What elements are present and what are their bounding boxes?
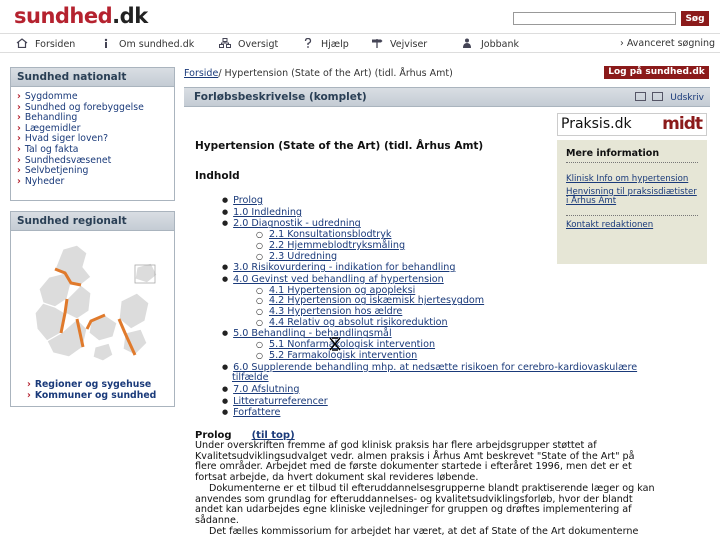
email-icon[interactable] — [635, 92, 646, 101]
nav-overview[interactable] — [219, 38, 278, 50]
clinical-info-link[interactable]: Klinisk Info om hypertension — [566, 174, 689, 184]
toc-item — [222, 396, 637, 408]
toc-item — [222, 362, 637, 374]
advanced-search-link[interactable]: › Avanceret søgning — [620, 38, 716, 49]
print-controls — [631, 92, 704, 103]
prolog-body — [195, 441, 705, 537]
toc-item — [222, 407, 637, 419]
prolog-line: Kvalitetsudviklingsudvalget vedr. almen praksis i Århus Amt beskrevet "State of the Art" på — [195, 450, 635, 462]
denmark-map[interactable] — [25, 237, 165, 379]
signpost-icon — [371, 38, 383, 48]
sidebar-item[interactable]: › Nyheder — [17, 177, 168, 188]
sundhed-logo[interactable] — [14, 4, 148, 28]
nav-jobbank-label: Jobbank — [481, 39, 520, 50]
print-link[interactable]: Udskriv — [670, 93, 704, 103]
prolog-line: Det fælles kommissorium for arbejdet har været, at det af State of the Art dokumenterne — [209, 525, 639, 537]
prolog-line: fortsat arbejde, da hvert dokument skal revideres løbende. — [195, 472, 479, 484]
sidebar-regional-title: Sundhed regionalt — [11, 212, 174, 231]
prolog-line: flere områder. Arbejdet med de første dokumenter startede i efteråret 1996, men det er et — [195, 461, 632, 473]
toc-link[interactable]: Forfattere — [233, 407, 281, 419]
sidebar-national-panel — [10, 67, 175, 201]
main-panel-title: Forløbsbeskrivelse (komplet) — [194, 91, 367, 103]
search-input[interactable] — [513, 12, 676, 25]
toc-item — [222, 195, 637, 207]
text-cursor-icon — [329, 337, 341, 351]
nav-overview-label: Oversigt — [238, 39, 279, 50]
sidebar-national-title: Sundhed nationalt — [11, 68, 174, 87]
sidebar-item[interactable]: › Behandling — [17, 113, 168, 124]
back-to-top-link[interactable]: (til top) — [251, 430, 295, 441]
toc-heading: Indhold — [195, 170, 240, 182]
nav-home-label: Forsiden — [35, 39, 76, 50]
toc-link[interactable]: Prolog — [233, 195, 263, 206]
municipalities-link[interactable]: › Kommuner og sundhed — [27, 390, 168, 401]
toc-item — [222, 262, 637, 274]
breadcrumb-current: / Hypertension (State of the Art) (tidl. Århus Amt) — [218, 68, 453, 79]
nav-guide-label: Vejviser — [390, 39, 428, 50]
table-of-contents — [222, 195, 637, 419]
toc-item — [222, 318, 637, 329]
toc-link[interactable]: Litteraturreferencer — [233, 395, 328, 407]
toc-item — [222, 351, 637, 362]
toc-link[interactable]: 2.3 Udredning — [268, 250, 338, 262]
nav-guide[interactable] — [371, 38, 427, 50]
question-icon — [302, 38, 314, 48]
contact-editors-link[interactable]: Kontakt redaktionen — [566, 219, 654, 230]
top-navigation — [0, 33, 720, 53]
prolog-title: Prolog — [195, 430, 232, 441]
toc-link[interactable]: 6.0 Supplerende behandling mhp. at nedsætte risikoen for cerebro-kardiovaskulære — [233, 361, 638, 373]
main-panel-header — [184, 88, 710, 107]
prolog-line: andet kan udarbejdes egne kliniske vejledninger for gruppen og drøftes implementering af — [195, 504, 632, 516]
toc-link[interactable]: tilfælde — [232, 372, 269, 384]
sidebar-regional-links — [11, 379, 174, 403]
info-icon — [100, 38, 112, 48]
regions-hospitals-link[interactable]: › Regioner og sygehuse — [27, 379, 168, 390]
toc-item — [222, 384, 637, 396]
toc-link[interactable]: 2.0 Diagnostik - udredning — [233, 218, 361, 230]
toc-link[interactable]: 2.2 Hjemmeblodtryksmåling — [268, 239, 406, 251]
breadcrumb — [184, 68, 453, 79]
toc-link[interactable]: 7.0 Afslutning — [233, 383, 300, 395]
toc-link[interactable]: 2.1 Konsultationsblodtryk — [268, 229, 392, 241]
nav-home[interactable] — [16, 38, 75, 50]
toc-link[interactable]: 4.4 Relativ og absolut risikoreduktion — [268, 316, 448, 328]
print-icon[interactable] — [652, 92, 663, 101]
sidebar-item[interactable]: › Selvbetjening — [17, 166, 168, 177]
nav-jobbank[interactable] — [462, 38, 519, 50]
dietitian-referral-link[interactable]: Henvisning til praksisdiætister i Århus Amt — [566, 186, 697, 206]
toc-link[interactable]: 3.0 Risikovurdering - indikation for behandling — [233, 262, 456, 274]
home-icon — [16, 38, 28, 48]
sidebar-regional-panel — [10, 211, 175, 407]
sidebar-item[interactable]: › Sundhedsvæsenet — [17, 156, 168, 167]
nav-help-label: Hjælp — [321, 39, 349, 50]
document-title: Hypertension (State of the Art) (tidl. Århus Amt) — [195, 140, 484, 152]
nav-about-label: Om sundhed.dk — [119, 39, 195, 50]
toc-item — [222, 373, 637, 384]
toc-link[interactable]: 4.1 Hypertension og apopleksi — [268, 284, 416, 296]
prolog-line: anvendes som grundlag for efteruddannelses- og kvalitetsudviklingsforløb, hvor der blandt — [195, 493, 633, 505]
prolog-line: Under overskriften fremme af god klinisk praksis har flere arbejdsgrupper støttet af — [195, 440, 597, 451]
toc-link[interactable]: 4.2 Hypertension og iskæmisk hjertesygdom — [268, 295, 485, 307]
toc-link[interactable]: 4.3 Hypertension hos ældre — [268, 306, 403, 318]
nav-help[interactable] — [302, 38, 349, 50]
job-icon — [462, 38, 474, 48]
sidebar-item[interactable]: › Sundhed og forebyggelse — [17, 103, 168, 114]
praksis-logo[interactable]: Praksis.dk — [561, 116, 632, 132]
prolog-line: sådanne. — [195, 514, 239, 526]
logo-dot: . — [112, 4, 120, 28]
more-info-title: Mere information — [566, 148, 698, 163]
search-button[interactable]: Søg — [681, 11, 709, 26]
toc-link[interactable]: 1.0 Indledning — [233, 206, 302, 218]
sidebar-item[interactable]: › Hvad siger loven? — [17, 134, 168, 145]
sitemap-icon — [219, 38, 231, 48]
toc-link[interactable]: 5.2 Farmakologisk intervention — [268, 349, 418, 361]
midt-logo[interactable]: midt — [662, 114, 702, 134]
toc-item — [222, 252, 637, 263]
sidebar-item[interactable]: › Sygdomme — [17, 92, 168, 103]
nav-about[interactable] — [100, 38, 194, 50]
login-button[interactable]: Log på sundhed.dk — [604, 66, 709, 79]
breadcrumb-home-link[interactable]: Forside — [184, 68, 219, 79]
toc-item — [222, 207, 637, 219]
toc-link[interactable]: 5.1 Nonfarmakologisk intervention — [268, 339, 436, 351]
partner-logos — [557, 113, 707, 136]
sidebar-item[interactable]: › Tal og fakta — [17, 145, 168, 156]
toc-link[interactable]: 4.0 Gevinst ved behandling af hypertension — [233, 273, 444, 285]
site-header — [0, 0, 720, 32]
sidebar-national-list — [11, 87, 174, 192]
prolog-line: Dokumenterne er et tilbud til efteruddannelsesgrupperne blandt praktiserende læger og kan — [209, 482, 655, 494]
sidebar-item[interactable]: › Lægemidler — [17, 124, 168, 135]
logo-brand: sundhed — [14, 4, 113, 28]
logo-tld: dk — [119, 4, 148, 28]
toc-link[interactable]: 5.0 Behandling - behandlingsmål — [233, 328, 392, 340]
